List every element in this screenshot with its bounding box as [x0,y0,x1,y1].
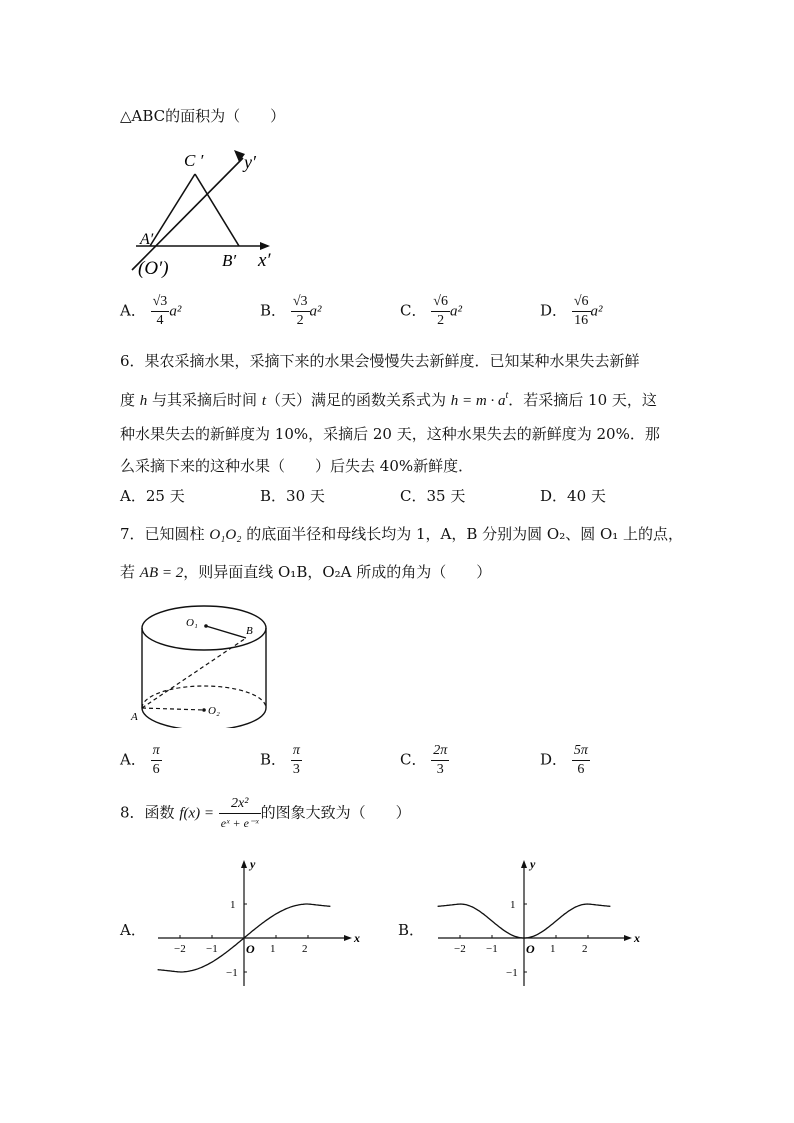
q5-triangle-figure [118,142,288,282]
label-o: (O′) [138,258,169,279]
label-b: B′ [222,251,237,270]
label-a: A′ [140,231,154,248]
q8-graph-b[interactable] [428,856,642,990]
label-b: B [246,625,253,637]
bottom-back-arc [142,686,266,708]
q6-formula: h = m · a [450,393,506,409]
x-tick-label: 2 [582,943,588,955]
q5-option-a[interactable]: A． $\frac{√3}{4}$ a² [120,294,182,328]
point-o1 [204,624,208,628]
x-tick-label: 2 [302,943,308,955]
q6-option-b[interactable]: B．30 天 [260,487,325,505]
q6-line-3: 种水果失去的新鲜度为 10%，采摘后 20 天，这种水果失去的新鲜度为 20%．那 [120,425,660,443]
y-tick-label: −1 [226,967,238,979]
x-axis-arrow [260,242,270,250]
point-o2 [202,708,206,712]
q5-option-d[interactable]: D． $\frac{√6}{16}$ a² [540,294,603,328]
q5-option-b[interactable]: B． $\frac{√3}{2}$ a² [260,294,322,328]
x-tick-label: −1 [206,943,218,955]
y-tick-label: 1 [230,899,236,911]
y-axis-arrow [521,860,527,868]
q7-option-d[interactable]: D． $\frac{5\pi}{6}$ [540,743,588,777]
q7-option-b[interactable]: B． $\frac{\pi}{3}$ [260,743,300,777]
side-ac [150,174,195,246]
q7-line-1: 7．已知圆柱 O₁O₂ 的底面半径和母线长均为 1，A，B 分别为圆 O₂、圆 O₁ 上的点， [120,525,684,543]
x-axis-arrow [624,935,632,941]
q7-option-c[interactable]: C． $\frac{2\pi}{3}$ [400,743,448,777]
q7-line-2: 若 AB = 2，则异面直线 O₁B，O₂A 所成的角为（ ） [120,563,492,581]
q6-option-d[interactable]: D．40 天 [540,487,606,505]
segment-o1b [206,626,246,638]
q8-stem: 8．函数 f(x) = $\frac{\text{2x²}}{\text{eˣ + e⁻ˣ}}$ 的图象大致为（ ） [120,796,411,830]
x-tick-label: 1 [550,943,556,955]
segment-ao2 [142,708,204,710]
y-axis-arrow [241,860,247,868]
label-o1: O₁ [186,617,198,629]
x-axis-label: x [634,931,640,945]
x-tick-label: −1 [486,943,498,955]
q5-option-c[interactable]: C． $\frac{√6}{2}$ a² [400,294,462,328]
x-axis-label: x [354,931,360,945]
x-tick-label: −2 [174,943,186,955]
y-axis-label: y [250,857,256,871]
segment-ab [142,638,246,708]
q8-option-a-label[interactable]: A． [120,921,146,939]
y-tick-label: −1 [506,967,518,979]
label-c: C ′ [184,151,204,170]
origin-label: O [246,942,255,956]
x-tick-label: 1 [270,943,276,955]
q8-graph-a[interactable] [148,856,362,990]
y-tick-label: 1 [510,899,516,911]
q5-stem: △ABC的面积为（ ） [120,107,286,125]
q6-option-c[interactable]: C．35 天 [400,487,466,505]
q6-line-4: 么采摘下来的这种水果（ ）后失去 40%新鲜度． [120,457,474,475]
label-x: x′ [258,250,271,271]
label-y: y′ [244,152,256,172]
origin-label: O [526,942,535,956]
q6-line-2: 度 h 与其采摘后时间 t（天）满足的函数关系式为 $h = m \cdot a^t$．若采摘后 10 天，这 [120,390,657,409]
q8-option-b-label[interactable]: B． [398,921,425,939]
x-axis-arrow [344,935,352,941]
q7-option-a[interactable]: A． $\frac{\pi}{6}$ [120,743,160,777]
x-tick-label: −2 [454,943,466,955]
q6-option-a[interactable]: A．25 天 [120,487,185,505]
label-o2: O₂ [208,705,220,717]
label-a: A [131,711,138,723]
q7-cylinder-figure [128,598,278,728]
q6-line-1: 6．果农采摘水果，采摘下来的水果会慢慢失去新鲜度．已知某种水果失去新鲜 [120,352,640,370]
y-axis-label: y [530,857,536,871]
